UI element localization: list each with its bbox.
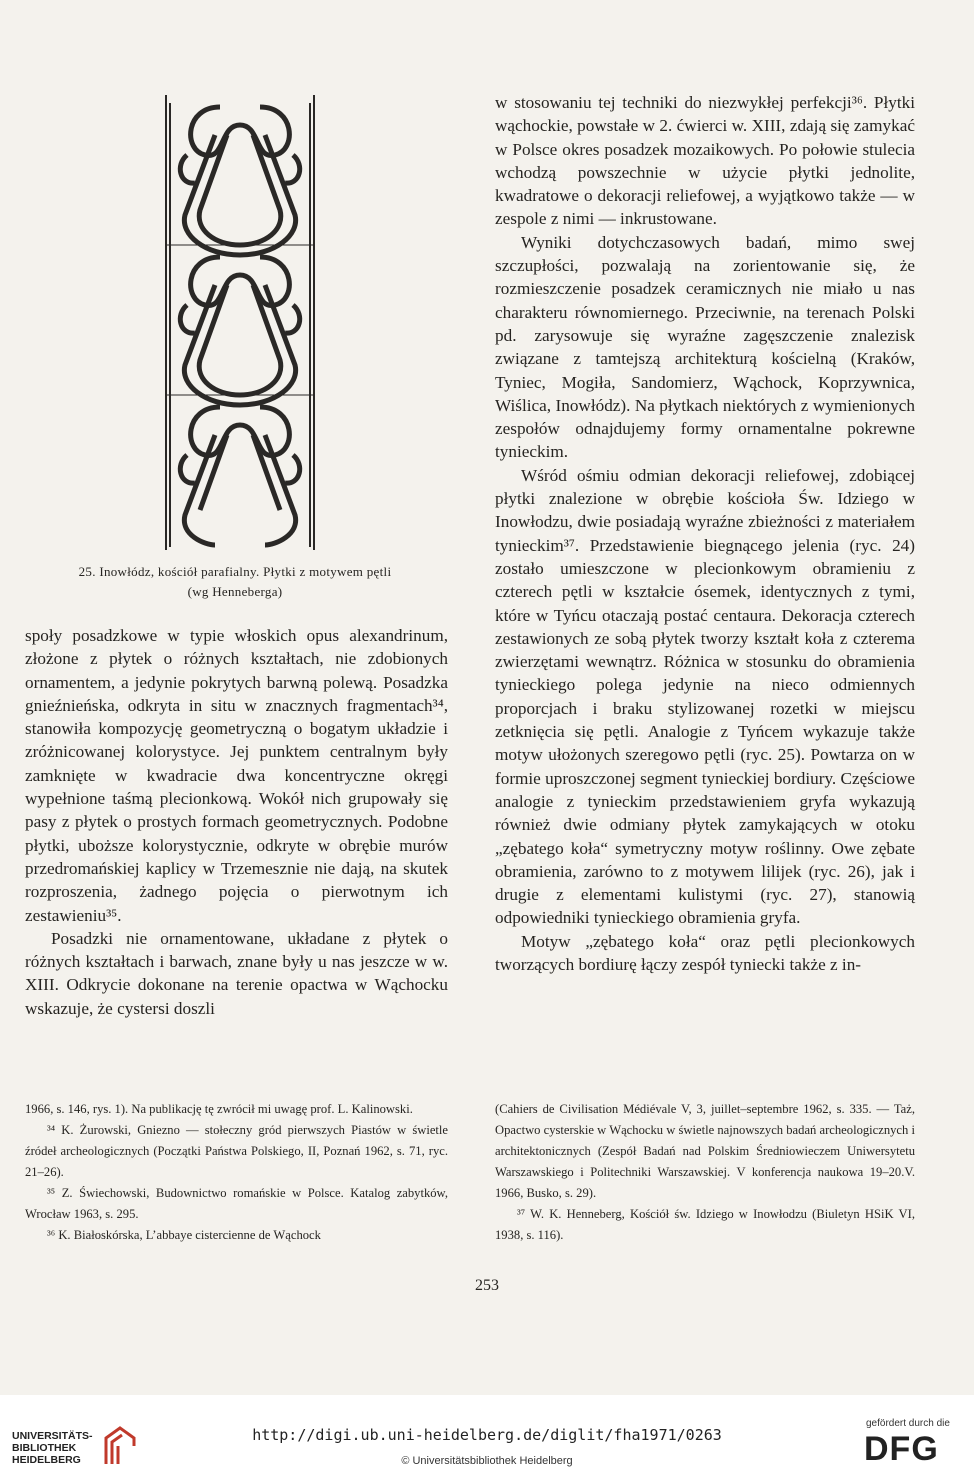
dfg-logo[interactable]: DFG [864,1430,939,1468]
page-number: 253 [475,1277,499,1294]
footnote: ³⁴ K. Żurowski, Gniezno — stołeczny gród pierwszych Piastów w świetle źródeł archeologicznych (Początki Państwa Polskiego, II, Poznań 1962, s. 71, ryc. 21–26). [25,1123,448,1179]
caption-source: (wg Henneberga) [187,584,283,599]
library-name-line: UNIVERSITÄTS- [12,1430,93,1442]
paragraph: Wśród ośmiu odmian dekoracji reliefowej, zdobiącej płytki znalezione w obrębie kościoła Św. Idziego w Inowłodzu, dwie posiadają wyraźne zbieżności z materiałem tynieckim³⁷. Przedstawienie biegnącego jelenia (ryc. 24) zostało umieszczone w plecionkowym obramieniu z czterech pętli w kształcie ósemek, identycznych z tymi, które w Tyńcu otaczają postać centaura. Dekoracja czterech zestawionych ze sobą płytek tworzy kształt koła z czterema zwierzętami wewnątrz. Różnica w stosunku do obramienia tynieckiego polega jedynie na nieco odmiennych proporcjach i braku stylizowanej rozetki w miejscu zetknięcia się pętli. Analogie z Tyńcem wykazuje także motyw ułożonych szeregowo pętli (ryc. 25). Powtarza on w formie uproszczonej segment tynieckiej bordiury. Częściowe analogie z tynieckim przedstawieniem gryfa wykazują również dwie odmiany płytek zamykających w otoku „zębatego koła“ symetryczny motyw roślinny. Owe zębate obramienia, zarówno to z motywem lilijek (ryc. 26), jak i drugie z elementami kulistymi (ryc. 27), stanowią odpowiedniki tynieckiego obramienia gryfa. [495,465,915,928]
funder-label: gefördert durch die [866,1418,950,1429]
footnote: 1966, s. 146, rys. 1). Na publikację tę zwrócił mi uwagę prof. L. Kalinowski. [25,1102,413,1116]
library-name-line: HEIDELBERG [12,1454,81,1466]
footnote: ³⁶ K. Białoskórska, L’abbaye cistercienne de Wąchock [47,1228,321,1242]
footnote: ³⁷ W. K. Henneberg, Kościół św. Idziego w Inowłodzu (Biuletyn HSiK VI, 1938, s. 116). [495,1207,915,1242]
caption-line: 25. Inowłódz, kościół parafialny. Płytki z motywem pętli [78,564,392,579]
copyright-notice: © Universitätsbibliothek Heidelberg [401,1455,573,1467]
library-name-line: BIBLIOTHEK [12,1442,77,1454]
paragraph: Wyniki dotychczasowych badań, mimo swej szczupłości, pozwalają na zorientowanie się, że rozmieszczenie posadzek ceramicznych nie miało u nas charakteru równomiernego. Przeciwnie, na terenach Polski pd. zarysowuje się wyraźne zagęszczenie znalezisk związane z tamtejszą architekturą kościelną (Kraków, Tyniec, Mogiła, Sandomierz, Wąchock, Koprzywnica, Wiślica, Inowłódz). Na płytkach niektórych z wymienionych zespołów odnajdujemy formy ornamentalne pokrewne tynieckim. [495,232,915,462]
body-column-left [25,624,448,1020]
tile-loop-figure [165,95,315,550]
paragraph: Posadzki nie ornamentowane, układane z płytek o różnych kształtach i barwach, znane były u nas jeszcze w w. XIII. Odkrycie dokonane na terenie opactwa w Wąchocku wskazuje, że cystersi doszli [25,928,448,1018]
figure-caption [25,562,445,602]
body-column-right [495,91,915,976]
permalink[interactable]: http://digi.ub.uni-heidelberg.de/diglit/fha1971/0263 [252,1426,722,1444]
paragraph: społy posadzkowe w typie włoskich opus alexandrinum, złożone z płytek o różnych kształtach, nie zdobionych ornamentem, a jedynie pokrytych barwną polewą. Posadzka gnieźnieńska, odkryta in situ w znacznych fragmentach³⁴, stanowiła kompozycję geometryczną o bogatym układzie i zróżnicowanej kolorystyce. Jej punktem centralnym były zamknięte w kwadracie dwa koncentryczne okręgi wypełnione taśmą plecionkową. Wokół nich grupowały się pasy z płytek o prostych formach geometrycznych. Podobne płytki, uboższe kolorystycznie, odkryte w obrębie murów przedromańskiej kaplicy w Trzemesznie nie dają, na skutek rozproszenia, żadnego pojęcia o pierwotnym ich zestawieniu³⁵. [25,626,448,925]
footnotes-right [495,1099,915,1246]
paragraph: w stosowaniu tej techniki do niezwykłej perfekcji³⁶. Płytki wąchockie, powstałe w 2. ćwierci w. XIII, zdają się zamykać w Polsce okres posadzek mozaikowych. Po połowie stulecia wchodzą powszechnie w użycie płytki jednolite, kwadratowe o dekoracji reliefowej, a wyjątkowo także — w zespole z nimi — inkrustowane. [495,93,915,229]
footnote: ³⁵ Z. Świechowski, Budownictwo romańskie w Polsce. Katalog zabytków, Wrocław 1963, s. 295. [25,1186,448,1221]
footnotes-left [25,1099,448,1246]
paragraph: Motyw „zębatego koła“ oraz pętli plecionkowych tworzących bordiurę łączy zespół tyniecki także z in- [495,931,915,974]
footnote: (Cahiers de Civilisation Médiévale V, 3, juillet–septembre 1962, s. 335. — Taż, Opactwo cysterskie w Wąchocku w świetle najnowszych badań archeologicznych i architektonicznych (Zespół Badań nad Polskim Średniowieczem Uniwersytetu Warszawskiego i Politechniki Warszawskiej. V konferencja naukowa 19–20.V. 1966, Busko, s. 29). [495,1102,915,1200]
